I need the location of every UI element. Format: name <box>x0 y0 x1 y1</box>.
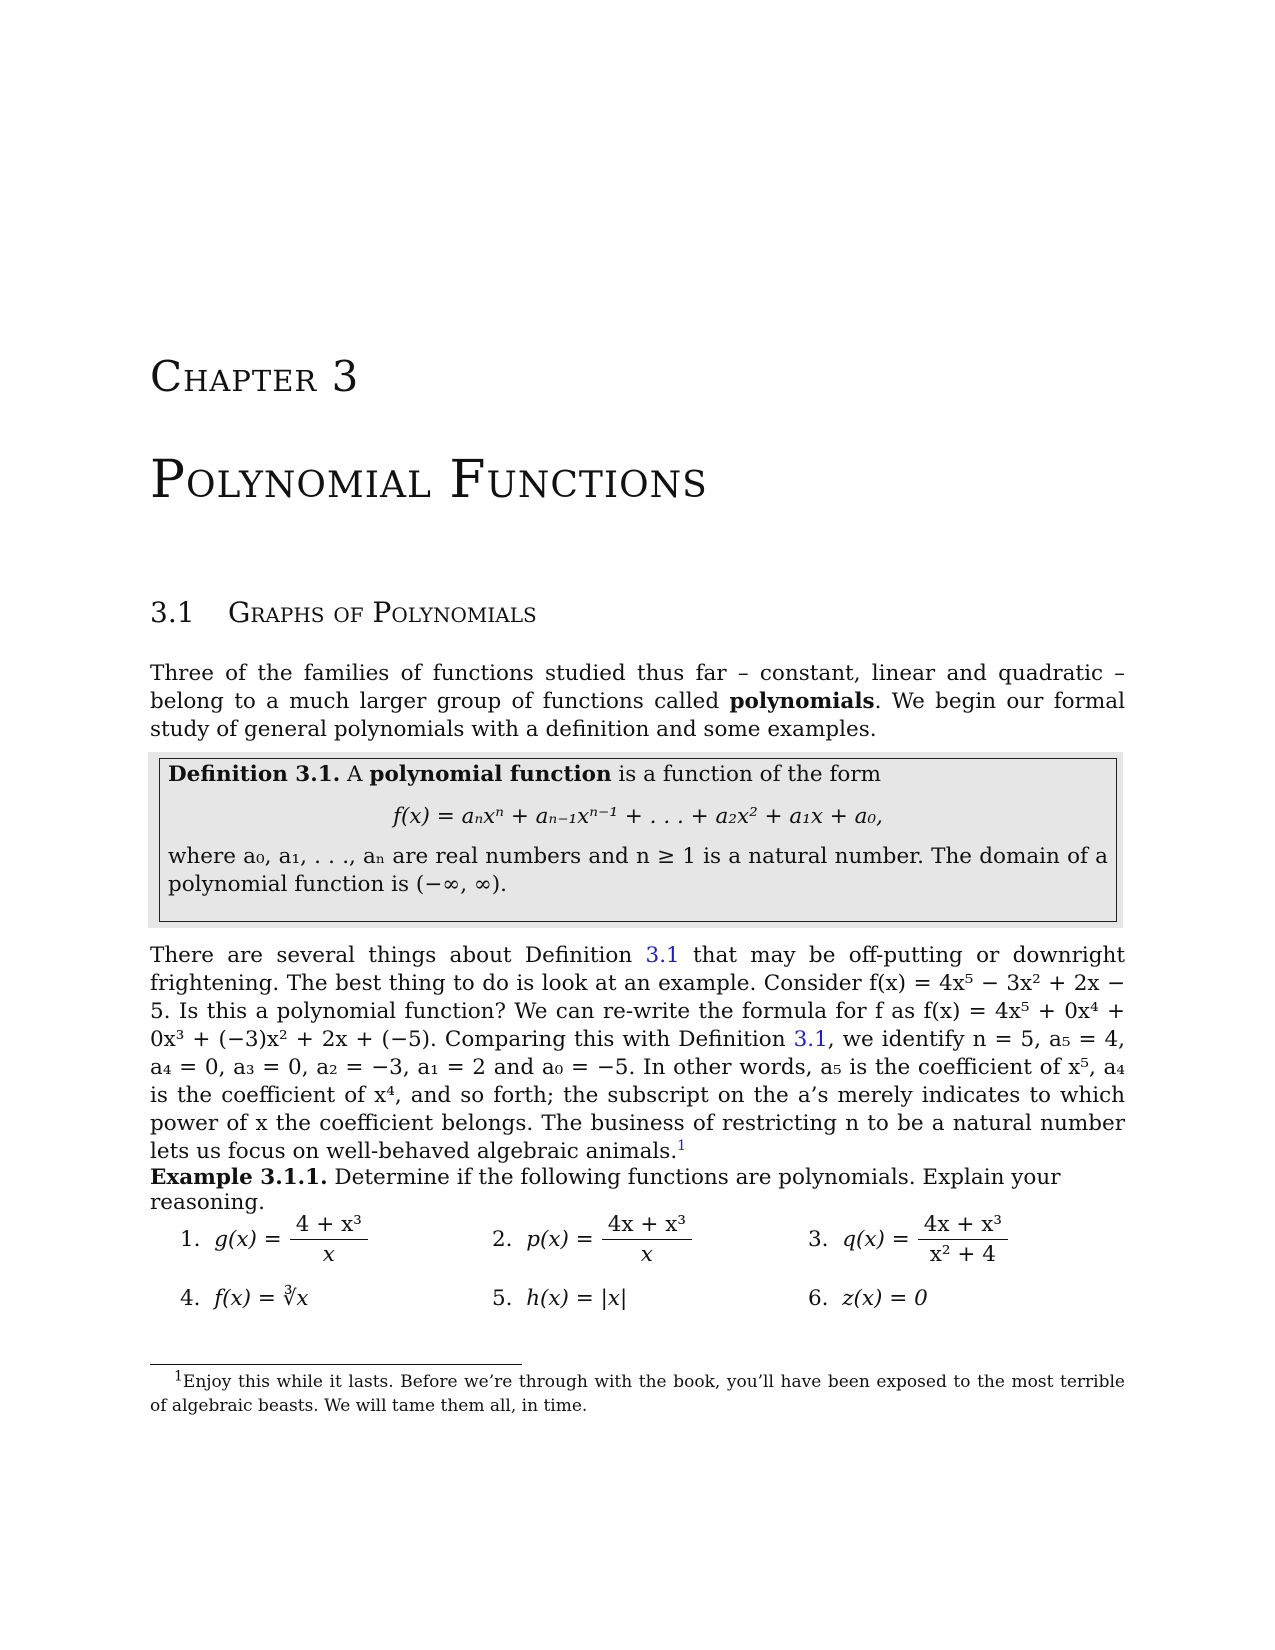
problem-2 <box>492 1212 692 1267</box>
example-prompt: Determine if the following functions are polynomials. Explain your reasoning. <box>150 1165 1061 1215</box>
chapter-title: Polynomial Functions <box>150 450 708 510</box>
denominator: x <box>322 1242 335 1267</box>
problem-number: 6. <box>808 1286 829 1311</box>
discussion-text-3: , we identify n = 5, a₅ = 4, a₄ = 0, a₃ = 0, a₂ = −3, a₁ = 2 and a₀ = −5. In other words, a₅ is the coefficient of x⁵, a₄ is the coefficient of x⁴, and so forth; the subscript on the a’s merely indicates to which power of x the coefficient belongs. The business of restricting n to be a natural number lets us focus on well-behaved algebraic animals. <box>150 1027 1125 1164</box>
numerator: 4x + x³ <box>602 1212 692 1240</box>
footnote-ref-link[interactable]: 1 <box>677 1137 687 1154</box>
footnote <box>150 1370 1125 1418</box>
discussion-paragraph <box>150 942 1125 1166</box>
definition-box <box>148 752 1123 928</box>
footnote-mark: 1 <box>174 1368 183 1385</box>
section-title: Graphs of Polynomials <box>228 596 537 629</box>
problem-list <box>150 1212 1125 1322</box>
problem-6 <box>808 1286 928 1311</box>
discussion-text-2: that may be off-putting or downright frightening. The best thing to do is look at an example. Consider f(x) = 4x⁵ − 3x² + 2x − 5. Is this a polynomial function? We can re-write the formula for f as f(x) = 4x⁵ + 0x⁴ + 0x³ + (−3)x² + 2x + (−5). Comparing this with Definition <box>150 943 1126 1052</box>
definition-term: polynomial function <box>369 762 612 787</box>
section-heading <box>150 596 537 629</box>
chapter-label: Chapter 3 <box>150 352 360 401</box>
example-label: Example 3.1.1. <box>150 1165 328 1190</box>
problem-lhs: q(x) = <box>842 1227 910 1252</box>
definition-text-end: is a function of the form <box>611 762 882 787</box>
problem-number: 3. <box>808 1227 829 1252</box>
discussion-text-1: There are several things about Definition <box>150 943 646 968</box>
problem-4 <box>180 1286 309 1311</box>
problem-3 <box>808 1212 1008 1267</box>
problem-lhs: g(x) = <box>214 1227 282 1252</box>
section-number: 3.1 <box>150 596 195 629</box>
definition-formula: f(x) = aₙxⁿ + aₙ₋₁xⁿ⁻¹ + . . . + a₂x² + a₁x + a₀, <box>393 804 883 829</box>
intro-paragraph <box>150 660 1125 744</box>
problem-number: 2. <box>492 1227 513 1252</box>
fraction <box>290 1212 368 1267</box>
numerator: 4x + x³ <box>918 1212 1008 1240</box>
definition-where: where a₀, a₁, . . ., aₙ are real numbers and n ≥ 1 is a natural number. The domain of a polynomial function is (−∞, ∞). <box>168 844 1108 897</box>
denominator: x² + 4 <box>929 1242 996 1267</box>
definition-text: A <box>340 762 370 787</box>
numerator: 4 + x³ <box>290 1212 368 1240</box>
problem-expression: f(x) = ∛x <box>214 1286 309 1311</box>
problem-expression: z(x) = 0 <box>842 1286 928 1311</box>
denominator: x <box>640 1242 653 1267</box>
intro-bold-term: polynomials <box>729 689 875 714</box>
problem-number: 5. <box>492 1286 513 1311</box>
fraction <box>602 1212 692 1267</box>
definition-statement <box>168 761 1108 789</box>
definition-ref-link[interactable]: 3.1 <box>793 1027 828 1052</box>
definition-ref-link[interactable]: 3.1 <box>645 943 680 968</box>
definition-label: Definition 3.1. <box>168 762 341 787</box>
intro-text-end: . We begin our formal study of general polynomials with a definition and some examples. <box>150 689 1125 742</box>
footnote-text: Enjoy this while it lasts. Before we’re through with the book, you’ll have been exposed to the most terrible of algebraic beasts. We will tame them all, in time. <box>150 1372 1125 1416</box>
problem-expression: h(x) = |x| <box>526 1286 628 1311</box>
intro-text: Three of the families of functions studied thus far – constant, linear and quadratic – belong to a much larger group of functions called <box>150 661 1125 714</box>
problem-lhs: p(x) = <box>526 1227 594 1252</box>
problem-1 <box>180 1212 368 1267</box>
problem-number: 1. <box>180 1227 201 1252</box>
page <box>150 0 1125 1650</box>
problem-number: 4. <box>180 1286 201 1311</box>
footnote-rule <box>150 1364 522 1365</box>
problem-5 <box>492 1286 627 1311</box>
example-heading <box>150 1165 1125 1215</box>
fraction <box>918 1212 1008 1267</box>
